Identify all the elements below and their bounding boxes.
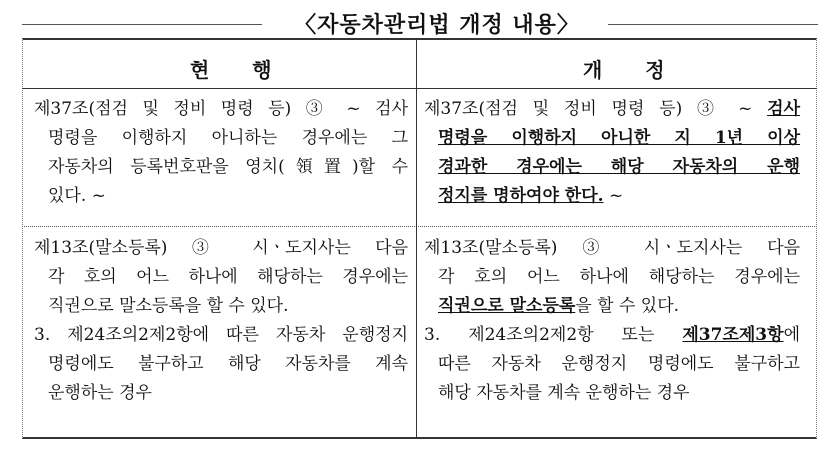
art13-revised-rest: 을 할 수 있다. — [575, 296, 680, 316]
art13-revised-line-1: 제13조(말소등록) ③ 시ㆍ도지사는 다음 — [424, 238, 800, 258]
art37-revised-bold-3: 경과한 경우에는 해당 자동차의 운행 — [438, 157, 800, 177]
art13-revised-line-2: 각 호의 어느 하나에 해당하는 경우에는 — [438, 267, 800, 287]
art13-revised-item-b: 에 — [783, 325, 800, 345]
art37-revised-cell — [424, 95, 800, 211]
art37-revised-line-4 — [424, 182, 800, 211]
art37-current-cell — [34, 95, 408, 211]
art13-revised-item-bold: 제37조제3항 — [682, 325, 784, 345]
header-divider — [22, 88, 817, 89]
art37-revised-line-2 — [424, 124, 800, 153]
title-rule-right — [608, 24, 818, 25]
art37-current-line-2: 명령을 이행하지 아니하는 경우에는 그 — [48, 128, 408, 148]
art13-revised-cell — [424, 234, 800, 408]
art37-current-line-4: 있다. ~ — [48, 186, 106, 206]
art37-revised-prefix: 제37조(점검 및 정비 명령 등) ③ ~ — [424, 99, 753, 119]
art13-revised-bold: 직권으로 말소등록 — [438, 296, 576, 316]
art13-current-line-6: 운행하는 경우 — [48, 383, 152, 403]
column-divider — [416, 38, 417, 439]
art13-revised-line-3 — [424, 292, 800, 321]
art13-current-line-1: 제13조(말소등록) ③ 시ㆍ도지사는 다음 — [34, 238, 408, 258]
art37-revised-suffix: ~ — [603, 186, 624, 206]
page-title: 〈자동차관리법 개정 내용〉 — [294, 13, 580, 38]
art13-revised-line-6: 해당 자동차를 계속 운행하는 경우 — [438, 383, 690, 403]
art37-current-line-3: 자동차의 등록번호판을 영치(領置)할 수 — [48, 157, 408, 177]
art13-current-line-4: 3. 제24조의2제2항에 따른 자동차 운행정지 — [34, 325, 408, 345]
art13-current-line-5: 명령에도 불구하고 해당 자동차를 계속 — [48, 354, 408, 374]
art37-revised-bold-4: 정지를 명하여야 한다. — [438, 186, 604, 206]
art37-current-line-1: 제37조(점검 및 정비 명령 등) ③ ~ 검사 — [34, 99, 408, 119]
art13-current-line-3: 직권으로 말소등록을 할 수 있다. — [48, 296, 289, 316]
art37-revised-bold-2: 명령을 이행하지 아니한 지 1년 이상 — [438, 128, 800, 148]
art37-revised-line-1 — [424, 95, 800, 124]
art37-revised-bold-1: 검사 — [767, 99, 800, 119]
art37-revised-line-3 — [424, 153, 800, 182]
row-divider — [22, 226, 817, 227]
header-revised: 개 정 — [583, 58, 683, 82]
art13-revised-line-4 — [424, 321, 800, 350]
title-rule-left — [22, 24, 262, 25]
art13-current-line-2: 각 호의 어느 하나에 해당하는 경우에는 — [48, 267, 408, 287]
header-current: 현 행 — [190, 58, 290, 82]
title-row — [22, 8, 818, 38]
art13-revised-item-a: 3. 제24조의2제2항 또는 — [424, 325, 683, 345]
art13-current-cell — [34, 234, 408, 408]
art13-revised-line-5: 따른 자동차 운행정지 명령에도 불구하고 — [438, 354, 800, 374]
